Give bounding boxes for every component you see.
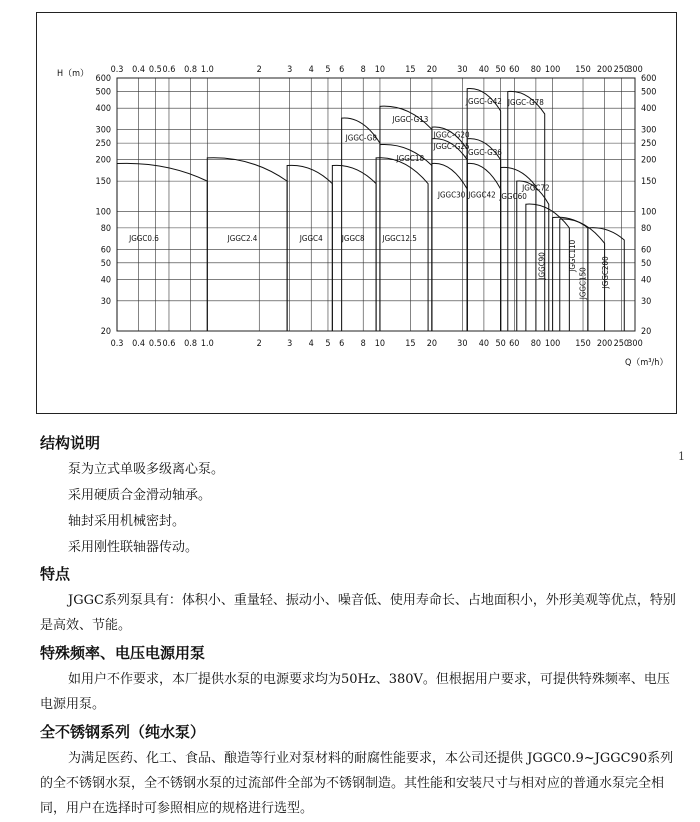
x-tick-label-top: 100: [544, 65, 561, 75]
x-tick-label-top: 10: [374, 65, 386, 75]
x-tick-label-top: 0.5: [148, 65, 162, 75]
x-tick-label-bottom: 20: [426, 339, 438, 349]
series-curve: [432, 127, 467, 331]
x-tick-label-bottom: 6: [339, 339, 345, 349]
series-label: JGGC-G8: [345, 133, 377, 143]
structure-line: 采用刚性联轴器传动。: [68, 540, 199, 555]
x-tick-label-top: 15: [405, 65, 416, 75]
series-label: JGGC30: [437, 190, 466, 200]
section-structure: [40, 432, 680, 561]
y-tick-label-left: 100: [95, 207, 111, 218]
y-tick-label-left: 500: [95, 87, 111, 98]
y-tick-label-right: 300: [641, 125, 657, 136]
y-tick-label-left: 200: [95, 155, 111, 166]
y-axis-label: H（m）: [57, 69, 89, 79]
x-tick-label-bottom: 50: [495, 339, 506, 349]
x-tick-label-top: 0.4: [132, 65, 146, 75]
x-tick-label-top: 50: [495, 65, 506, 75]
y-tick-label-right: 60: [641, 245, 652, 256]
y-tick-label-right: 200: [641, 155, 657, 166]
x-tick-label-top: 4: [308, 65, 314, 75]
x-tick-label-top: 0.6: [162, 65, 176, 75]
x-tick-label-top: 150: [575, 65, 591, 75]
x-tick-label-top: 200: [596, 65, 613, 75]
y-tick-label-right: 30: [641, 296, 652, 307]
x-tick-label-bottom: 250: [613, 339, 630, 349]
y-tick-label-left: 400: [95, 104, 111, 115]
series-label: JGGC18: [396, 153, 425, 163]
series-curve: [287, 165, 332, 331]
x-tick-label-bottom: 100: [544, 339, 561, 349]
y-tick-label-left: 40: [100, 275, 111, 286]
y-tick-label-right: 600: [641, 74, 657, 84]
x-tick-label-top: 3: [287, 65, 293, 75]
y-tick-label-right: 400: [641, 104, 657, 115]
x-tick-label-bottom: 300: [627, 339, 643, 349]
y-tick-label-left: 60: [100, 245, 111, 256]
series-curve: [342, 118, 380, 331]
y-tick-label-left: 250: [95, 139, 111, 150]
y-tick-label-left: 300: [95, 125, 111, 136]
x-tick-label-bottom: 60: [509, 339, 520, 349]
y-tick-label-right: 500: [641, 87, 657, 98]
series-curve: [117, 163, 207, 331]
x-tick-label-top: 80: [530, 65, 542, 75]
series-curve: [432, 139, 467, 331]
series-label: JGGC-G42: [465, 97, 502, 107]
series-curve: [332, 165, 376, 331]
x-tick-label-bottom: 0.6: [162, 339, 176, 349]
stainless-paragraph: 为满足医药、化工、食品、酿造等行业对泵材料的耐腐性能要求，本公司还提供 JGGC0.9~JGGC90系列的全不锈钢水泵，全不锈钢水泵的过流部件全部为不锈钢制造。其性能和安装尺寸与相对应的普通水泵完全相同，用户在选择时可参照相应的规格进行选型。: [40, 751, 674, 816]
series-curve: [376, 158, 428, 331]
series-curve: [432, 163, 467, 331]
section-heading: 全不锈钢系列（纯水泵）: [40, 723, 206, 741]
x-tick-label-top: 0.3: [110, 65, 124, 75]
x-tick-label-bottom: 15: [405, 339, 416, 349]
section-special-power: [40, 642, 680, 717]
x-tick-label-bottom: 3: [287, 339, 293, 349]
series-label: JGGC90: [537, 252, 547, 280]
y-tick-label-left: 600: [95, 74, 111, 84]
x-tick-label-top: 20: [426, 65, 438, 75]
x-tick-label-bottom: 0.8: [184, 339, 197, 349]
y-tick-label-left: 150: [95, 177, 111, 188]
x-tick-label-bottom: 80: [530, 339, 542, 349]
x-tick-label-top: 6: [339, 65, 345, 75]
series-label: JGGC42: [468, 190, 496, 200]
section-heading: 特殊频率、电压电源用泵: [40, 644, 206, 662]
x-tick-label-top: 60: [509, 65, 520, 75]
x-tick-label-bottom: 8: [360, 339, 366, 349]
special-power-paragraph: 如用户不作要求，本厂提供水泵的电源要求均为50Hz、380V。但根据用户要求，可提供特殊频率、电压电源用泵。: [40, 672, 670, 712]
y-tick-label-left: 80: [100, 223, 111, 234]
x-tick-label-bottom: 30: [457, 339, 468, 349]
y-tick-label-right: 80: [641, 223, 652, 234]
y-tick-label-left: 20: [100, 327, 111, 337]
x-tick-label-top: 8: [360, 65, 366, 75]
x-tick-label-top: 40: [478, 65, 490, 75]
features-paragraph: JGGC系列泵具有：体积小、重量轻、振动小、噪音低、使用寿命长、占地面积小，外形美观等优点，特别是高效、节能。: [40, 593, 676, 633]
series-curve: [207, 158, 287, 331]
series-label: JGGC-G20: [433, 130, 470, 140]
y-tick-label-right: 100: [641, 207, 657, 218]
series-label: JGGC8: [341, 233, 365, 243]
series-label: JGGC-G36: [465, 147, 502, 157]
x-tick-label-top: 2: [256, 65, 262, 75]
section-stainless: [40, 721, 680, 821]
x-tick-label-bottom: 2: [256, 339, 262, 349]
structure-line: 采用硬质合金滑动轴承。: [68, 488, 212, 503]
y-tick-label-right: 250: [641, 139, 657, 150]
y-tick-label-right: 20: [641, 327, 652, 337]
y-tick-label-right: 150: [641, 177, 657, 188]
x-tick-label-bottom: 150: [575, 339, 591, 349]
series-label: JGGC60: [499, 191, 527, 201]
performance-chart-frame: [36, 12, 677, 414]
y-tick-label-right: 50: [641, 258, 652, 269]
series-label: JGGC110: [568, 239, 578, 272]
y-tick-label-left: 30: [100, 296, 111, 307]
page-marker: 1: [678, 450, 685, 463]
x-tick-label-top: 1.0: [200, 65, 214, 75]
x-tick-label-bottom: 40: [478, 339, 490, 349]
performance-chart: [37, 13, 678, 415]
x-tick-label-bottom: 200: [596, 339, 613, 349]
section-heading: 特点: [40, 565, 71, 583]
x-tick-label-top: 0.8: [184, 65, 197, 75]
x-tick-label-bottom: 0.3: [110, 339, 124, 349]
x-tick-label-top: 30: [457, 65, 468, 75]
series-label: JGGC150: [578, 267, 588, 300]
y-tick-label-left: 50: [100, 258, 111, 269]
x-tick-label-bottom: 0.4: [132, 339, 146, 349]
section-heading: 结构说明: [40, 434, 101, 452]
series-label: JGGC-G13: [392, 115, 429, 125]
x-tick-label-bottom: 0.5: [148, 339, 162, 349]
series-label: JGGC-G25: [433, 142, 470, 152]
y-tick-label-right: 40: [641, 275, 652, 286]
x-axis-label: Q（m³/h）: [625, 358, 669, 368]
x-tick-label-top: 250: [613, 65, 630, 75]
section-features: [40, 563, 680, 638]
series-label: JGGC12.5: [382, 233, 417, 243]
x-tick-label-bottom: 1.0: [200, 339, 214, 349]
series-label: JGGC2.4: [227, 233, 258, 243]
series-label: JGGC-G78: [507, 97, 544, 107]
structure-line: 轴封采用机械密封。: [68, 514, 186, 529]
x-tick-label-bottom: 5: [325, 339, 331, 349]
x-tick-label-bottom: 10: [374, 339, 386, 349]
series-label: JGGC4: [299, 233, 323, 243]
x-tick-label-top: 300: [627, 65, 643, 75]
x-tick-label-bottom: 4: [308, 339, 314, 349]
structure-line: 泵为立式单吸多级离心泵。: [68, 462, 225, 477]
series-label: JGGC200: [601, 256, 611, 289]
x-tick-label-top: 5: [325, 65, 331, 75]
series-label: JGGC0.6: [129, 233, 159, 243]
series-curve: [526, 204, 569, 331]
series-curve: [380, 106, 432, 331]
series-label: JGGC72: [522, 183, 550, 193]
